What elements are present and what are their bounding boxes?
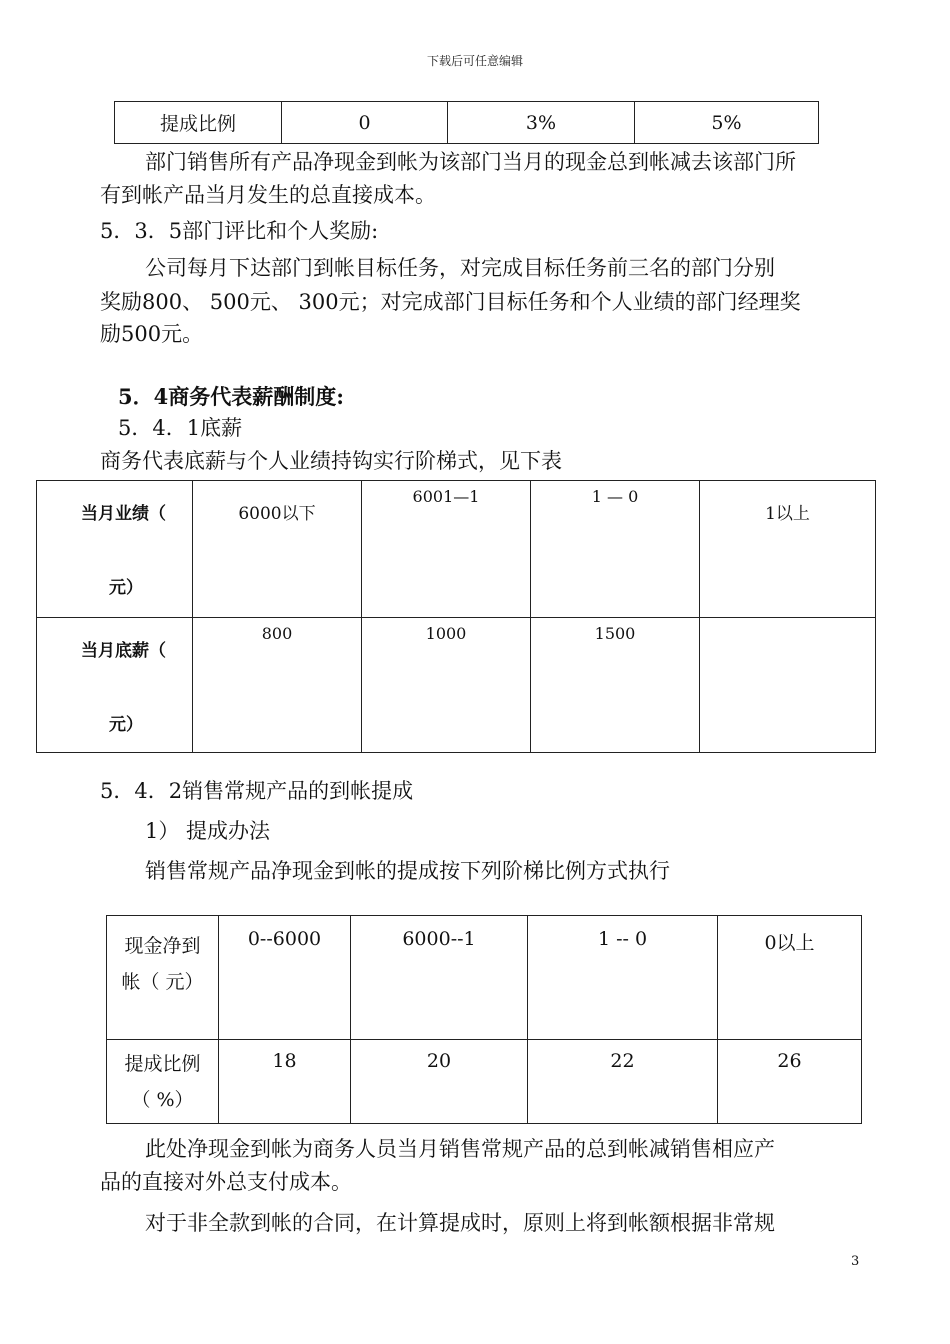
table-cell — [700, 618, 876, 753]
page-header: 下载后可任意编辑 — [426, 54, 523, 68]
table-cell: 20 — [351, 1040, 528, 1124]
table-cell: 6000--1 — [351, 916, 528, 1040]
table-cell: 6001—1 — [362, 481, 531, 618]
cash-commission-table — [106, 915, 862, 1124]
table-cell: 1 -- 0 — [528, 916, 718, 1040]
paragraph-line: 有到帐产品当月发生的总直接成本。 — [100, 183, 436, 207]
table-cell: 1000 — [362, 618, 531, 753]
paragraph-line: 品的直接对外总支付成本。 — [100, 1170, 352, 1194]
table-cell: 1 — 0 — [531, 481, 700, 618]
table-cell: 22 — [528, 1040, 718, 1124]
paragraph-line: 商务代表底薪与个人业绩持钩实行阶梯式，见下表 — [100, 449, 562, 473]
section-heading-5-4-1: 5．4．1底薪 — [118, 416, 243, 440]
label-part: 元） — [109, 715, 143, 735]
table-row-label — [107, 916, 219, 1040]
paragraph-line: 此处净现金到帐为商务人员当月销售常规产品的总到帐减销售相应产 — [145, 1137, 775, 1161]
label-part: 现金净到 — [124, 935, 201, 957]
table-cell: 5% — [635, 102, 819, 144]
label-part: 当月业绩（ — [81, 504, 166, 524]
paragraph-line: 励500元。 — [100, 322, 204, 346]
table-cell: 3% — [448, 102, 635, 144]
base-salary-table — [36, 480, 876, 753]
table-cell: 0--6000 — [219, 916, 351, 1040]
label-part: 元） — [109, 578, 143, 598]
table-cell: 1以上 — [700, 481, 876, 618]
paragraph-line: 公司每月下达部门到帐目标任务，对完成目标任务前三名的部门分别 — [145, 256, 775, 280]
subsection-heading: 1） 提成办法 — [145, 819, 271, 843]
paragraph-line: 部门销售所有产品净现金到帐为该部门当月的现金总到帐减去该部门所 — [145, 150, 796, 174]
commission-rate-table — [114, 101, 819, 144]
table-cell: 26 — [718, 1040, 862, 1124]
table-cell: 6000以下 — [193, 481, 362, 618]
section-heading-5-4-2: 5．4．2销售常规产品的到帐提成 — [100, 779, 414, 803]
paragraph-line: 对于非全款到帐的合同，在计算提成时，原则上将到帐额根据非常规 — [145, 1211, 775, 1235]
table-cell: 18 — [219, 1040, 351, 1124]
table-row-label — [107, 1040, 219, 1124]
page-number: 3 — [851, 1254, 860, 1269]
table-row-label — [37, 618, 193, 753]
section-heading-5-3-5: 5．3．5部门评比和个人奖励: — [100, 219, 379, 243]
table-row-label — [37, 481, 193, 618]
label-part: 帐（ 元） — [121, 971, 204, 993]
section-heading-5-4: 5．4商务代表薪酬制度: — [118, 384, 344, 409]
table-cell: 0以上 — [718, 916, 862, 1040]
table-cell: 0 — [282, 102, 448, 144]
table-cell: 800 — [193, 618, 362, 753]
label-part: 当月底薪（ — [81, 641, 166, 661]
label-part: 提成比例 — [124, 1053, 201, 1075]
table-cell: 提成比例 — [115, 102, 282, 144]
label-part: （ %） — [131, 1089, 194, 1111]
paragraph-line: 奖励800、 500元、 300元；对完成部门目标任务和个人业绩的部门经理奖 — [100, 290, 801, 314]
paragraph-line: 销售常规产品净现金到帐的提成按下列阶梯比例方式执行 — [145, 859, 670, 883]
table-cell: 1500 — [531, 618, 700, 753]
